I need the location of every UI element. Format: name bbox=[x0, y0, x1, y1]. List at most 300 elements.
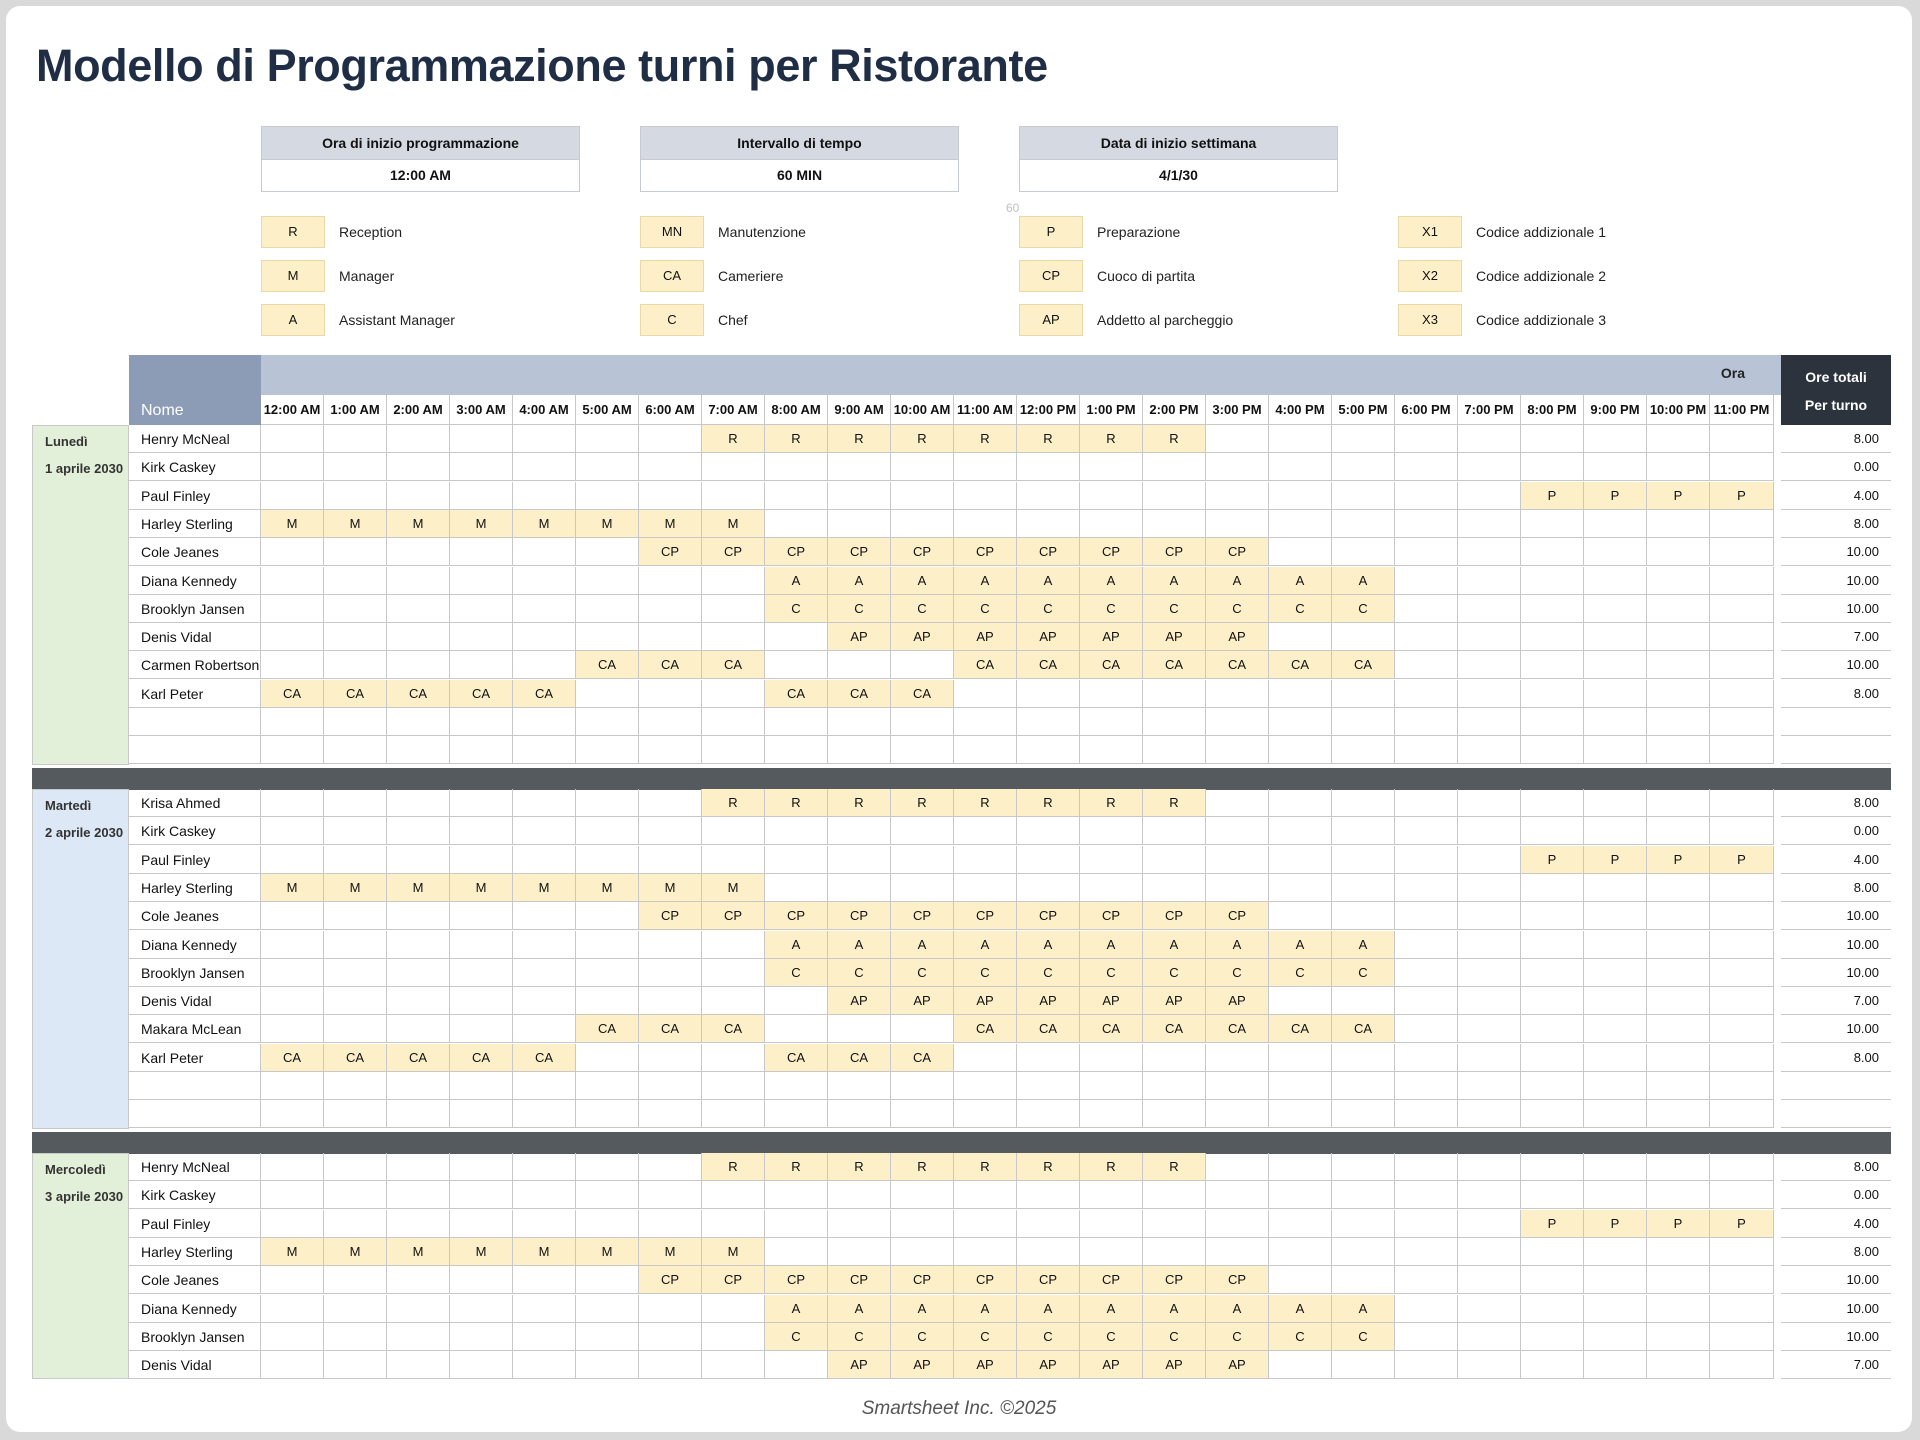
shift-cell[interactable] bbox=[261, 959, 324, 987]
shift-cell[interactable] bbox=[450, 736, 513, 764]
shift-cell[interactable] bbox=[513, 1100, 576, 1128]
shift-cell[interactable] bbox=[828, 817, 891, 845]
shift-cell[interactable] bbox=[954, 1181, 1017, 1209]
shift-cell[interactable] bbox=[1395, 1072, 1458, 1100]
shift-cell[interactable] bbox=[1584, 1238, 1647, 1266]
shift-cell[interactable] bbox=[639, 567, 702, 595]
shift-cell[interactable] bbox=[639, 1100, 702, 1128]
shift-cell[interactable]: CA bbox=[765, 1044, 828, 1072]
shift-cell[interactable]: CA bbox=[954, 651, 1017, 679]
shift-cell[interactable]: M bbox=[576, 1238, 639, 1266]
shift-cell[interactable] bbox=[1647, 510, 1710, 538]
shift-cell[interactable]: C bbox=[1143, 595, 1206, 623]
shift-cell[interactable]: AP bbox=[954, 623, 1017, 651]
shift-cell[interactable]: CP bbox=[828, 538, 891, 566]
shift-cell[interactable] bbox=[1080, 708, 1143, 736]
shift-cell[interactable] bbox=[1710, 538, 1774, 566]
shift-cell[interactable]: R bbox=[1143, 1153, 1206, 1181]
shift-cell[interactable] bbox=[1584, 1295, 1647, 1323]
shift-cell[interactable] bbox=[891, 736, 954, 764]
shift-cell[interactable] bbox=[576, 595, 639, 623]
shift-cell[interactable] bbox=[1521, 987, 1584, 1015]
shift-cell[interactable] bbox=[891, 1210, 954, 1238]
employee-name[interactable]: Karl Peter bbox=[129, 1044, 261, 1072]
shift-cell[interactable] bbox=[954, 846, 1017, 874]
shift-cell[interactable] bbox=[261, 736, 324, 764]
shift-cell[interactable] bbox=[1395, 1153, 1458, 1181]
shift-cell[interactable] bbox=[1269, 1072, 1332, 1100]
shift-cell[interactable] bbox=[1710, 902, 1774, 930]
shift-cell[interactable] bbox=[891, 1238, 954, 1266]
shift-cell[interactable] bbox=[1458, 1323, 1521, 1351]
shift-cell[interactable] bbox=[450, 567, 513, 595]
shift-cell[interactable] bbox=[261, 1015, 324, 1043]
shift-cell[interactable] bbox=[1458, 708, 1521, 736]
shift-cell[interactable]: M bbox=[639, 874, 702, 902]
shift-cell[interactable] bbox=[324, 623, 387, 651]
shift-cell[interactable] bbox=[828, 1210, 891, 1238]
shift-cell[interactable] bbox=[450, 651, 513, 679]
shift-cell[interactable] bbox=[1332, 510, 1395, 538]
shift-cell[interactable]: CA bbox=[450, 1044, 513, 1072]
shift-cell[interactable] bbox=[1395, 959, 1458, 987]
shift-cell[interactable] bbox=[450, 1266, 513, 1294]
shift-cell[interactable] bbox=[639, 736, 702, 764]
shift-cell[interactable] bbox=[1647, 651, 1710, 679]
shift-cell[interactable] bbox=[1458, 623, 1521, 651]
shift-cell[interactable]: C bbox=[828, 959, 891, 987]
shift-cell[interactable] bbox=[1584, 931, 1647, 959]
shift-cell[interactable]: CA bbox=[324, 1044, 387, 1072]
shift-cell[interactable] bbox=[387, 453, 450, 481]
shift-cell[interactable] bbox=[1584, 1323, 1647, 1351]
shift-cell[interactable] bbox=[1143, 482, 1206, 510]
employee-name[interactable]: Harley Sterling bbox=[129, 1238, 261, 1266]
shift-cell[interactable] bbox=[1017, 1100, 1080, 1128]
shift-cell[interactable] bbox=[639, 680, 702, 708]
shift-cell[interactable] bbox=[450, 789, 513, 817]
shift-cell[interactable] bbox=[261, 987, 324, 1015]
shift-cell[interactable] bbox=[828, 510, 891, 538]
shift-cell[interactable] bbox=[1143, 453, 1206, 481]
shift-cell[interactable] bbox=[450, 708, 513, 736]
shift-cell[interactable] bbox=[1584, 567, 1647, 595]
shift-cell[interactable]: C bbox=[954, 595, 1017, 623]
shift-cell[interactable] bbox=[828, 708, 891, 736]
employee-name[interactable]: Cole Jeanes bbox=[129, 1266, 261, 1294]
shift-cell[interactable] bbox=[1647, 1072, 1710, 1100]
shift-cell[interactable] bbox=[1395, 651, 1458, 679]
shift-cell[interactable] bbox=[387, 846, 450, 874]
shift-cell[interactable] bbox=[261, 1266, 324, 1294]
shift-cell[interactable] bbox=[1521, 595, 1584, 623]
shift-cell[interactable] bbox=[450, 1072, 513, 1100]
shift-cell[interactable] bbox=[576, 817, 639, 845]
shift-cell[interactable]: M bbox=[387, 1238, 450, 1266]
shift-cell[interactable]: P bbox=[1521, 482, 1584, 510]
shift-cell[interactable] bbox=[1710, 680, 1774, 708]
shift-cell[interactable] bbox=[1458, 931, 1521, 959]
shift-cell[interactable] bbox=[324, 846, 387, 874]
shift-cell[interactable] bbox=[387, 959, 450, 987]
shift-cell[interactable]: AP bbox=[1143, 623, 1206, 651]
shift-cell[interactable] bbox=[261, 651, 324, 679]
shift-cell[interactable]: M bbox=[576, 874, 639, 902]
shift-cell[interactable]: CA bbox=[1143, 1015, 1206, 1043]
shift-cell[interactable]: R bbox=[1080, 789, 1143, 817]
shift-cell[interactable] bbox=[1332, 1100, 1395, 1128]
shift-cell[interactable]: CP bbox=[954, 1266, 1017, 1294]
shift-cell[interactable] bbox=[1584, 789, 1647, 817]
shift-cell[interactable]: P bbox=[1710, 482, 1774, 510]
shift-cell[interactable] bbox=[1269, 1044, 1332, 1072]
shift-cell[interactable] bbox=[513, 1351, 576, 1379]
shift-cell[interactable] bbox=[1710, 1266, 1774, 1294]
shift-cell[interactable] bbox=[1395, 538, 1458, 566]
shift-cell[interactable]: A bbox=[1269, 1295, 1332, 1323]
shift-cell[interactable] bbox=[1521, 736, 1584, 764]
shift-cell[interactable] bbox=[891, 708, 954, 736]
shift-cell[interactable]: CA bbox=[639, 1015, 702, 1043]
shift-cell[interactable]: AP bbox=[891, 1351, 954, 1379]
shift-cell[interactable] bbox=[891, 1181, 954, 1209]
shift-cell[interactable] bbox=[261, 1181, 324, 1209]
shift-cell[interactable] bbox=[639, 708, 702, 736]
shift-cell[interactable] bbox=[639, 595, 702, 623]
shift-cell[interactable]: AP bbox=[1206, 1351, 1269, 1379]
shift-cell[interactable] bbox=[513, 902, 576, 930]
shift-cell[interactable] bbox=[1710, 1351, 1774, 1379]
shift-cell[interactable] bbox=[1080, 510, 1143, 538]
shift-cell[interactable] bbox=[1206, 1210, 1269, 1238]
shift-cell[interactable] bbox=[1332, 1266, 1395, 1294]
shift-cell[interactable] bbox=[450, 846, 513, 874]
shift-cell[interactable] bbox=[387, 623, 450, 651]
shift-cell[interactable] bbox=[1206, 1181, 1269, 1209]
shift-cell[interactable]: P bbox=[1584, 1210, 1647, 1238]
shift-cell[interactable] bbox=[954, 453, 1017, 481]
shift-cell[interactable]: M bbox=[513, 1238, 576, 1266]
shift-cell[interactable]: AP bbox=[828, 987, 891, 1015]
shift-cell[interactable]: AP bbox=[1206, 987, 1269, 1015]
shift-cell[interactable] bbox=[1395, 902, 1458, 930]
shift-cell[interactable]: A bbox=[1269, 931, 1332, 959]
shift-cell[interactable] bbox=[513, 1266, 576, 1294]
shift-cell[interactable] bbox=[1332, 736, 1395, 764]
shift-cell[interactable] bbox=[1332, 453, 1395, 481]
shift-cell[interactable] bbox=[1458, 736, 1521, 764]
employee-name[interactable] bbox=[129, 1100, 261, 1128]
shift-cell[interactable] bbox=[765, 1015, 828, 1043]
shift-cell[interactable]: A bbox=[891, 1295, 954, 1323]
shift-cell[interactable] bbox=[387, 425, 450, 453]
shift-cell[interactable] bbox=[1521, 1015, 1584, 1043]
shift-cell[interactable] bbox=[513, 846, 576, 874]
shift-cell[interactable] bbox=[1458, 1044, 1521, 1072]
shift-cell[interactable]: AP bbox=[1143, 1351, 1206, 1379]
shift-cell[interactable]: A bbox=[1206, 931, 1269, 959]
shift-cell[interactable] bbox=[324, 651, 387, 679]
shift-cell[interactable] bbox=[1710, 425, 1774, 453]
shift-cell[interactable] bbox=[576, 538, 639, 566]
shift-cell[interactable] bbox=[639, 453, 702, 481]
shift-cell[interactable] bbox=[450, 482, 513, 510]
shift-cell[interactable] bbox=[891, 846, 954, 874]
shift-cell[interactable]: R bbox=[765, 789, 828, 817]
shift-cell[interactable] bbox=[576, 1044, 639, 1072]
shift-cell[interactable] bbox=[828, 453, 891, 481]
shift-cell[interactable] bbox=[1584, 1100, 1647, 1128]
shift-cell[interactable] bbox=[387, 538, 450, 566]
shift-cell[interactable] bbox=[1521, 708, 1584, 736]
shift-cell[interactable] bbox=[1206, 482, 1269, 510]
shift-cell[interactable] bbox=[1269, 1100, 1332, 1128]
shift-cell[interactable] bbox=[1647, 817, 1710, 845]
shift-cell[interactable]: C bbox=[765, 1323, 828, 1351]
shift-cell[interactable] bbox=[1017, 874, 1080, 902]
shift-cell[interactable] bbox=[1080, 1210, 1143, 1238]
shift-cell[interactable] bbox=[1458, 1210, 1521, 1238]
shift-cell[interactable]: M bbox=[702, 874, 765, 902]
employee-name[interactable]: Denis Vidal bbox=[129, 1351, 261, 1379]
shift-cell[interactable] bbox=[576, 1266, 639, 1294]
shift-cell[interactable]: M bbox=[450, 510, 513, 538]
shift-cell[interactable] bbox=[1458, 1181, 1521, 1209]
shift-cell[interactable] bbox=[1395, 789, 1458, 817]
shift-cell[interactable] bbox=[1080, 453, 1143, 481]
shift-cell[interactable] bbox=[1647, 538, 1710, 566]
shift-cell[interactable]: R bbox=[1017, 789, 1080, 817]
shift-cell[interactable] bbox=[702, 736, 765, 764]
shift-cell[interactable]: CA bbox=[765, 680, 828, 708]
shift-cell[interactable] bbox=[702, 987, 765, 1015]
shift-cell[interactable]: CA bbox=[1206, 651, 1269, 679]
shift-cell[interactable]: P bbox=[1521, 1210, 1584, 1238]
shift-cell[interactable]: R bbox=[954, 425, 1017, 453]
shift-cell[interactable]: R bbox=[954, 789, 1017, 817]
shift-cell[interactable] bbox=[1143, 846, 1206, 874]
shift-cell[interactable] bbox=[1395, 1015, 1458, 1043]
shift-cell[interactable] bbox=[1584, 1351, 1647, 1379]
shift-cell[interactable] bbox=[765, 1351, 828, 1379]
shift-cell[interactable] bbox=[1710, 510, 1774, 538]
shift-cell[interactable] bbox=[387, 1351, 450, 1379]
shift-cell[interactable]: CA bbox=[639, 651, 702, 679]
shift-cell[interactable]: CA bbox=[576, 1015, 639, 1043]
shift-cell[interactable] bbox=[765, 453, 828, 481]
shift-cell[interactable]: AP bbox=[1017, 987, 1080, 1015]
shift-cell[interactable] bbox=[1521, 1266, 1584, 1294]
shift-cell[interactable] bbox=[324, 1323, 387, 1351]
shift-cell[interactable] bbox=[1080, 1072, 1143, 1100]
shift-cell[interactable] bbox=[261, 623, 324, 651]
shift-cell[interactable] bbox=[639, 1351, 702, 1379]
shift-cell[interactable]: CP bbox=[702, 1266, 765, 1294]
shift-cell[interactable] bbox=[1143, 1210, 1206, 1238]
shift-cell[interactable] bbox=[1206, 1044, 1269, 1072]
shift-cell[interactable] bbox=[1584, 1266, 1647, 1294]
shift-cell[interactable] bbox=[576, 482, 639, 510]
shift-cell[interactable]: A bbox=[1017, 1295, 1080, 1323]
shift-cell[interactable] bbox=[1395, 1266, 1458, 1294]
employee-name[interactable]: Brooklyn Jansen bbox=[129, 595, 261, 623]
shift-cell[interactable] bbox=[702, 1100, 765, 1128]
shift-cell[interactable] bbox=[261, 538, 324, 566]
shift-cell[interactable] bbox=[1206, 1238, 1269, 1266]
shift-cell[interactable] bbox=[1080, 482, 1143, 510]
shift-cell[interactable]: CA bbox=[828, 1044, 891, 1072]
shift-cell[interactable] bbox=[1647, 789, 1710, 817]
shift-cell[interactable]: A bbox=[1143, 567, 1206, 595]
shift-cell[interactable] bbox=[261, 482, 324, 510]
shift-cell[interactable] bbox=[387, 595, 450, 623]
shift-cell[interactable]: C bbox=[954, 959, 1017, 987]
shift-cell[interactable] bbox=[450, 817, 513, 845]
shift-cell[interactable] bbox=[1584, 1044, 1647, 1072]
shift-cell[interactable] bbox=[702, 1072, 765, 1100]
shift-cell[interactable] bbox=[1710, 567, 1774, 595]
shift-cell[interactable] bbox=[828, 1072, 891, 1100]
shift-cell[interactable] bbox=[1521, 651, 1584, 679]
shift-cell[interactable] bbox=[1206, 736, 1269, 764]
shift-cell[interactable] bbox=[1269, 1181, 1332, 1209]
shift-cell[interactable]: A bbox=[1269, 567, 1332, 595]
shift-cell[interactable] bbox=[1332, 680, 1395, 708]
shift-cell[interactable] bbox=[702, 623, 765, 651]
shift-cell[interactable] bbox=[1584, 736, 1647, 764]
shift-cell[interactable] bbox=[1143, 817, 1206, 845]
shift-cell[interactable]: CP bbox=[639, 538, 702, 566]
shift-cell[interactable]: C bbox=[954, 1323, 1017, 1351]
shift-cell[interactable]: CP bbox=[1206, 538, 1269, 566]
shift-cell[interactable] bbox=[450, 538, 513, 566]
shift-cell[interactable] bbox=[1458, 1100, 1521, 1128]
employee-name[interactable] bbox=[129, 708, 261, 736]
shift-cell[interactable]: A bbox=[828, 931, 891, 959]
shift-cell[interactable] bbox=[1332, 1153, 1395, 1181]
shift-cell[interactable] bbox=[1584, 538, 1647, 566]
shift-cell[interactable] bbox=[891, 1072, 954, 1100]
shift-cell[interactable]: C bbox=[1206, 595, 1269, 623]
shift-cell[interactable] bbox=[513, 931, 576, 959]
shift-cell[interactable] bbox=[513, 623, 576, 651]
shift-cell[interactable]: CP bbox=[891, 1266, 954, 1294]
shift-cell[interactable] bbox=[954, 1100, 1017, 1128]
shift-cell[interactable] bbox=[1395, 1044, 1458, 1072]
shift-cell[interactable]: A bbox=[765, 1295, 828, 1323]
shift-cell[interactable] bbox=[1647, 567, 1710, 595]
shift-cell[interactable] bbox=[324, 987, 387, 1015]
shift-cell[interactable] bbox=[324, 538, 387, 566]
shift-cell[interactable] bbox=[891, 482, 954, 510]
shift-cell[interactable]: A bbox=[1080, 1295, 1143, 1323]
shift-cell[interactable] bbox=[1017, 1044, 1080, 1072]
shift-cell[interactable] bbox=[702, 1210, 765, 1238]
shift-cell[interactable]: CP bbox=[702, 538, 765, 566]
shift-cell[interactable] bbox=[387, 1210, 450, 1238]
shift-cell[interactable] bbox=[1269, 1351, 1332, 1379]
shift-cell[interactable] bbox=[1647, 1323, 1710, 1351]
shift-cell[interactable]: R bbox=[765, 425, 828, 453]
shift-cell[interactable]: AP bbox=[954, 987, 1017, 1015]
shift-cell[interactable] bbox=[1332, 1044, 1395, 1072]
shift-cell[interactable] bbox=[1395, 736, 1458, 764]
shift-cell[interactable] bbox=[1143, 736, 1206, 764]
shift-cell[interactable]: A bbox=[765, 931, 828, 959]
shift-cell[interactable] bbox=[513, 1181, 576, 1209]
shift-cell[interactable] bbox=[1458, 846, 1521, 874]
shift-cell[interactable] bbox=[1080, 874, 1143, 902]
employee-name[interactable]: Brooklyn Jansen bbox=[129, 1323, 261, 1351]
shift-cell[interactable] bbox=[387, 1015, 450, 1043]
shift-cell[interactable] bbox=[1017, 1072, 1080, 1100]
shift-cell[interactable] bbox=[1395, 708, 1458, 736]
shift-cell[interactable] bbox=[891, 453, 954, 481]
shift-cell[interactable] bbox=[1647, 595, 1710, 623]
shift-cell[interactable] bbox=[513, 1295, 576, 1323]
shift-cell[interactable] bbox=[261, 1072, 324, 1100]
shift-cell[interactable] bbox=[1521, 623, 1584, 651]
shift-cell[interactable] bbox=[1080, 1238, 1143, 1266]
shift-cell[interactable]: CA bbox=[1080, 651, 1143, 679]
shift-cell[interactable]: P bbox=[1710, 846, 1774, 874]
shift-cell[interactable] bbox=[702, 1351, 765, 1379]
shift-cell[interactable] bbox=[1584, 902, 1647, 930]
shift-cell[interactable] bbox=[891, 874, 954, 902]
shift-cell[interactable] bbox=[1521, 902, 1584, 930]
shift-cell[interactable] bbox=[1710, 1323, 1774, 1351]
shift-cell[interactable] bbox=[1710, 1072, 1774, 1100]
shift-cell[interactable]: CP bbox=[1143, 902, 1206, 930]
shift-cell[interactable] bbox=[261, 453, 324, 481]
shift-cell[interactable] bbox=[1332, 987, 1395, 1015]
shift-cell[interactable] bbox=[828, 874, 891, 902]
shift-cell[interactable] bbox=[1395, 567, 1458, 595]
shift-cell[interactable] bbox=[1395, 482, 1458, 510]
shift-cell[interactable]: AP bbox=[1143, 987, 1206, 1015]
shift-cell[interactable] bbox=[1143, 708, 1206, 736]
shift-cell[interactable] bbox=[1647, 708, 1710, 736]
shift-cell[interactable]: CP bbox=[639, 1266, 702, 1294]
shift-cell[interactable] bbox=[324, 817, 387, 845]
shift-cell[interactable] bbox=[261, 1100, 324, 1128]
shift-cell[interactable] bbox=[450, 987, 513, 1015]
shift-cell[interactable] bbox=[1458, 1351, 1521, 1379]
shift-cell[interactable] bbox=[1647, 1295, 1710, 1323]
shift-cell[interactable]: CA bbox=[1332, 1015, 1395, 1043]
shift-cell[interactable]: AP bbox=[1017, 1351, 1080, 1379]
employee-name[interactable]: Cole Jeanes bbox=[129, 538, 261, 566]
shift-cell[interactable]: CP bbox=[1017, 538, 1080, 566]
shift-cell[interactable] bbox=[1458, 1295, 1521, 1323]
shift-cell[interactable]: AP bbox=[891, 623, 954, 651]
shift-cell[interactable] bbox=[261, 708, 324, 736]
shift-cell[interactable] bbox=[1017, 1210, 1080, 1238]
shift-cell[interactable] bbox=[450, 902, 513, 930]
shift-cell[interactable] bbox=[1458, 1015, 1521, 1043]
shift-cell[interactable]: A bbox=[1206, 1295, 1269, 1323]
shift-cell[interactable] bbox=[1080, 736, 1143, 764]
shift-cell[interactable] bbox=[387, 1100, 450, 1128]
shift-cell[interactable]: M bbox=[261, 510, 324, 538]
shift-cell[interactable] bbox=[1710, 1295, 1774, 1323]
shift-cell[interactable] bbox=[1521, 1295, 1584, 1323]
shift-cell[interactable] bbox=[387, 736, 450, 764]
shift-cell[interactable] bbox=[1521, 1044, 1584, 1072]
shift-cell[interactable] bbox=[324, 1072, 387, 1100]
shift-cell[interactable] bbox=[1521, 425, 1584, 453]
shift-cell[interactable] bbox=[765, 817, 828, 845]
